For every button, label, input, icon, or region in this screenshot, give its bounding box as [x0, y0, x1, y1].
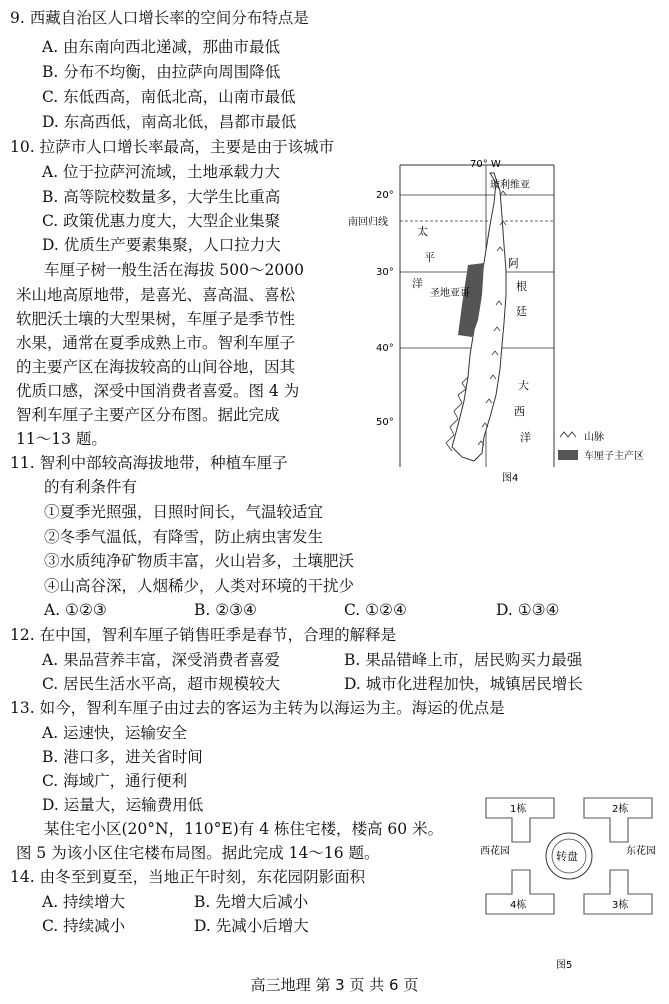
question-13-stem: 13. 如今，智利车厘子由过去的客运为主转为以海运为主。海运的优点是	[10, 699, 505, 717]
q12-option-d: D. 城市化进程加快，城镇居民增长	[344, 675, 583, 693]
passage1-line: 智利车厘子主要产区分布图。据此完成	[16, 406, 280, 424]
q10-option-d: D. 优质生产要素集聚，人口拉力大	[42, 236, 281, 254]
q10-option-a: A. 位于拉萨河流域，土地承载力大	[42, 163, 281, 181]
question-10-stem: 10. 拉萨市人口增长率最高，主要是由于该城市	[10, 138, 335, 156]
question-14-stem: 14. 由冬至到夏至，当地正午时刻，东花园阴影面积	[10, 868, 366, 886]
q10-option-c: C. 政策优惠力度大，大型企业集聚	[42, 212, 281, 230]
atlantic-label-1: 大	[518, 379, 529, 392]
bolivia-label: 玻利维亚	[490, 180, 530, 191]
building-4-label: 4栋	[510, 900, 527, 911]
passage2-line: 某住宅小区(20°N，110°E)有 4 栋住宅楼，楼高 60 米。	[44, 820, 444, 838]
q11-statement-2: ②冬季气温低，有降雪，防止病虫害发生	[44, 528, 324, 546]
argentina-label-2: 根	[516, 280, 527, 293]
q14-option-b: B. 先增大后减小	[194, 893, 309, 911]
q11-statement-1: ①夏季光照强，日照时间长，气温较适宜	[44, 503, 324, 521]
q12-option-a: A. 果品营养丰富，深受消费者喜爱	[42, 651, 281, 669]
q11-option-d: D. ①③④	[496, 601, 560, 619]
building-1-label: 1栋	[510, 804, 527, 815]
passage1-line: 11～13 题。	[16, 430, 107, 448]
passage1-line: 水果，通常在夏季成熟上市。智利车厘子	[16, 334, 296, 352]
west-garden-label: 西花园	[480, 846, 510, 857]
q11-statement-3: ③水质纯净矿物质丰富，火山岩多，土壤肥沃	[44, 552, 355, 570]
east-garden-label: 东花园	[626, 846, 656, 857]
figure-5-building-layout	[478, 762, 664, 974]
santiago-label: 圣地亚哥	[430, 288, 470, 299]
pacific-label-1: 太	[417, 225, 428, 238]
q14-option-d: D. 先减小后增大	[194, 917, 309, 935]
q9-option-d: D. 东高西低，南高北低，昌都市最低	[42, 113, 297, 131]
building-3-label: 3栋	[612, 900, 629, 911]
q12-option-c: C. 居民生活水平高，超市规模较大	[42, 675, 281, 693]
q11-statement-4: ④山高谷深，人烟稀少，人类对环境的干扰少	[44, 577, 355, 595]
roundabout-label: 转盘	[556, 850, 578, 863]
q14-option-c: C. 持续减小	[42, 917, 126, 935]
argentina-label-3: 廷	[516, 305, 527, 318]
building-2-label: 2栋	[612, 804, 629, 815]
q13-option-a: A. 运速快，运输安全	[42, 724, 188, 742]
q13-option-b: B. 港口多，进关省时间	[42, 748, 203, 766]
question-11-stem: 11. 智利中部较高海拔地带，种植车厘子	[10, 454, 288, 472]
figure-4-caption: 图4	[502, 473, 519, 484]
q9-option-b: B. 分布不均衡，由拉萨向周围降低	[42, 63, 281, 81]
atlantic-label-3: 洋	[520, 431, 531, 444]
q12-option-b: B. 果品错峰上市，居民购买力最强	[344, 651, 583, 669]
passage1-line: 车厘子树一般生活在海拔 500～2000	[44, 261, 304, 279]
lat-50-label: 50°	[376, 417, 394, 428]
passage1-line: 米山地高原地带，是喜光、喜高温、喜松	[16, 286, 296, 304]
q11-option-a: A. ①②③	[44, 601, 107, 619]
lat-20-label: 20°	[376, 190, 394, 201]
legend-mountain-label: 山脉	[584, 432, 604, 443]
page-footer: 高三地理 第 3 页 共 6 页	[250, 976, 419, 994]
passage1-line: 的主要产区在海拔较高的山间谷地，因其	[16, 358, 296, 376]
q11-option-c: C. ①②④	[344, 601, 407, 619]
passage2-line: 图 5 为该小区住宅楼布局图。据此完成 14～16 题。	[16, 844, 380, 862]
q9-option-c: C. 东低西高，南低北高，山南市最低	[42, 88, 296, 106]
passage1-line: 软肥沃土壤的大型果树，车厘子是季节性	[16, 310, 296, 328]
atlantic-label-2: 西	[514, 405, 525, 418]
pacific-label-3: 洋	[412, 277, 423, 290]
passage1-line: 优质口感，深受中国消费者喜爱。图 4 为	[16, 382, 300, 400]
lon-label: 70° W	[470, 159, 501, 170]
q9-option-a: A. 由东南向西北递减，那曲市最低	[42, 38, 281, 56]
q14-option-a: A. 持续增大	[42, 893, 126, 911]
tropic-label: 南回归线	[348, 217, 388, 228]
pacific-label-2: 平	[424, 251, 435, 264]
q13-option-c: C. 海域广，通行便利	[42, 772, 188, 790]
q11-option-b: B. ②③④	[194, 601, 257, 619]
q10-option-b: B. 高等院校数量多，大学生比重高	[42, 188, 281, 206]
question-9-stem: 9. 西藏自治区人口增长率的空间分布特点是	[10, 9, 309, 27]
question-11-stem-cont: 的有利条件有	[44, 478, 138, 496]
question-12-stem: 12. 在中国，智利车厘子销售旺季是春节，合理的解释是	[10, 626, 397, 644]
lat-40-label: 40°	[376, 343, 394, 354]
figure-4-chile-map	[344, 155, 662, 485]
lat-30-label: 30°	[376, 267, 394, 278]
q13-option-d: D. 运量大，运输费用低	[42, 796, 204, 814]
argentina-label-1: 阿	[508, 257, 519, 270]
figure-5-caption: 图5	[556, 960, 573, 971]
legend-area-swatch	[558, 450, 578, 460]
legend-area-label: 车厘子主产区	[584, 451, 644, 462]
